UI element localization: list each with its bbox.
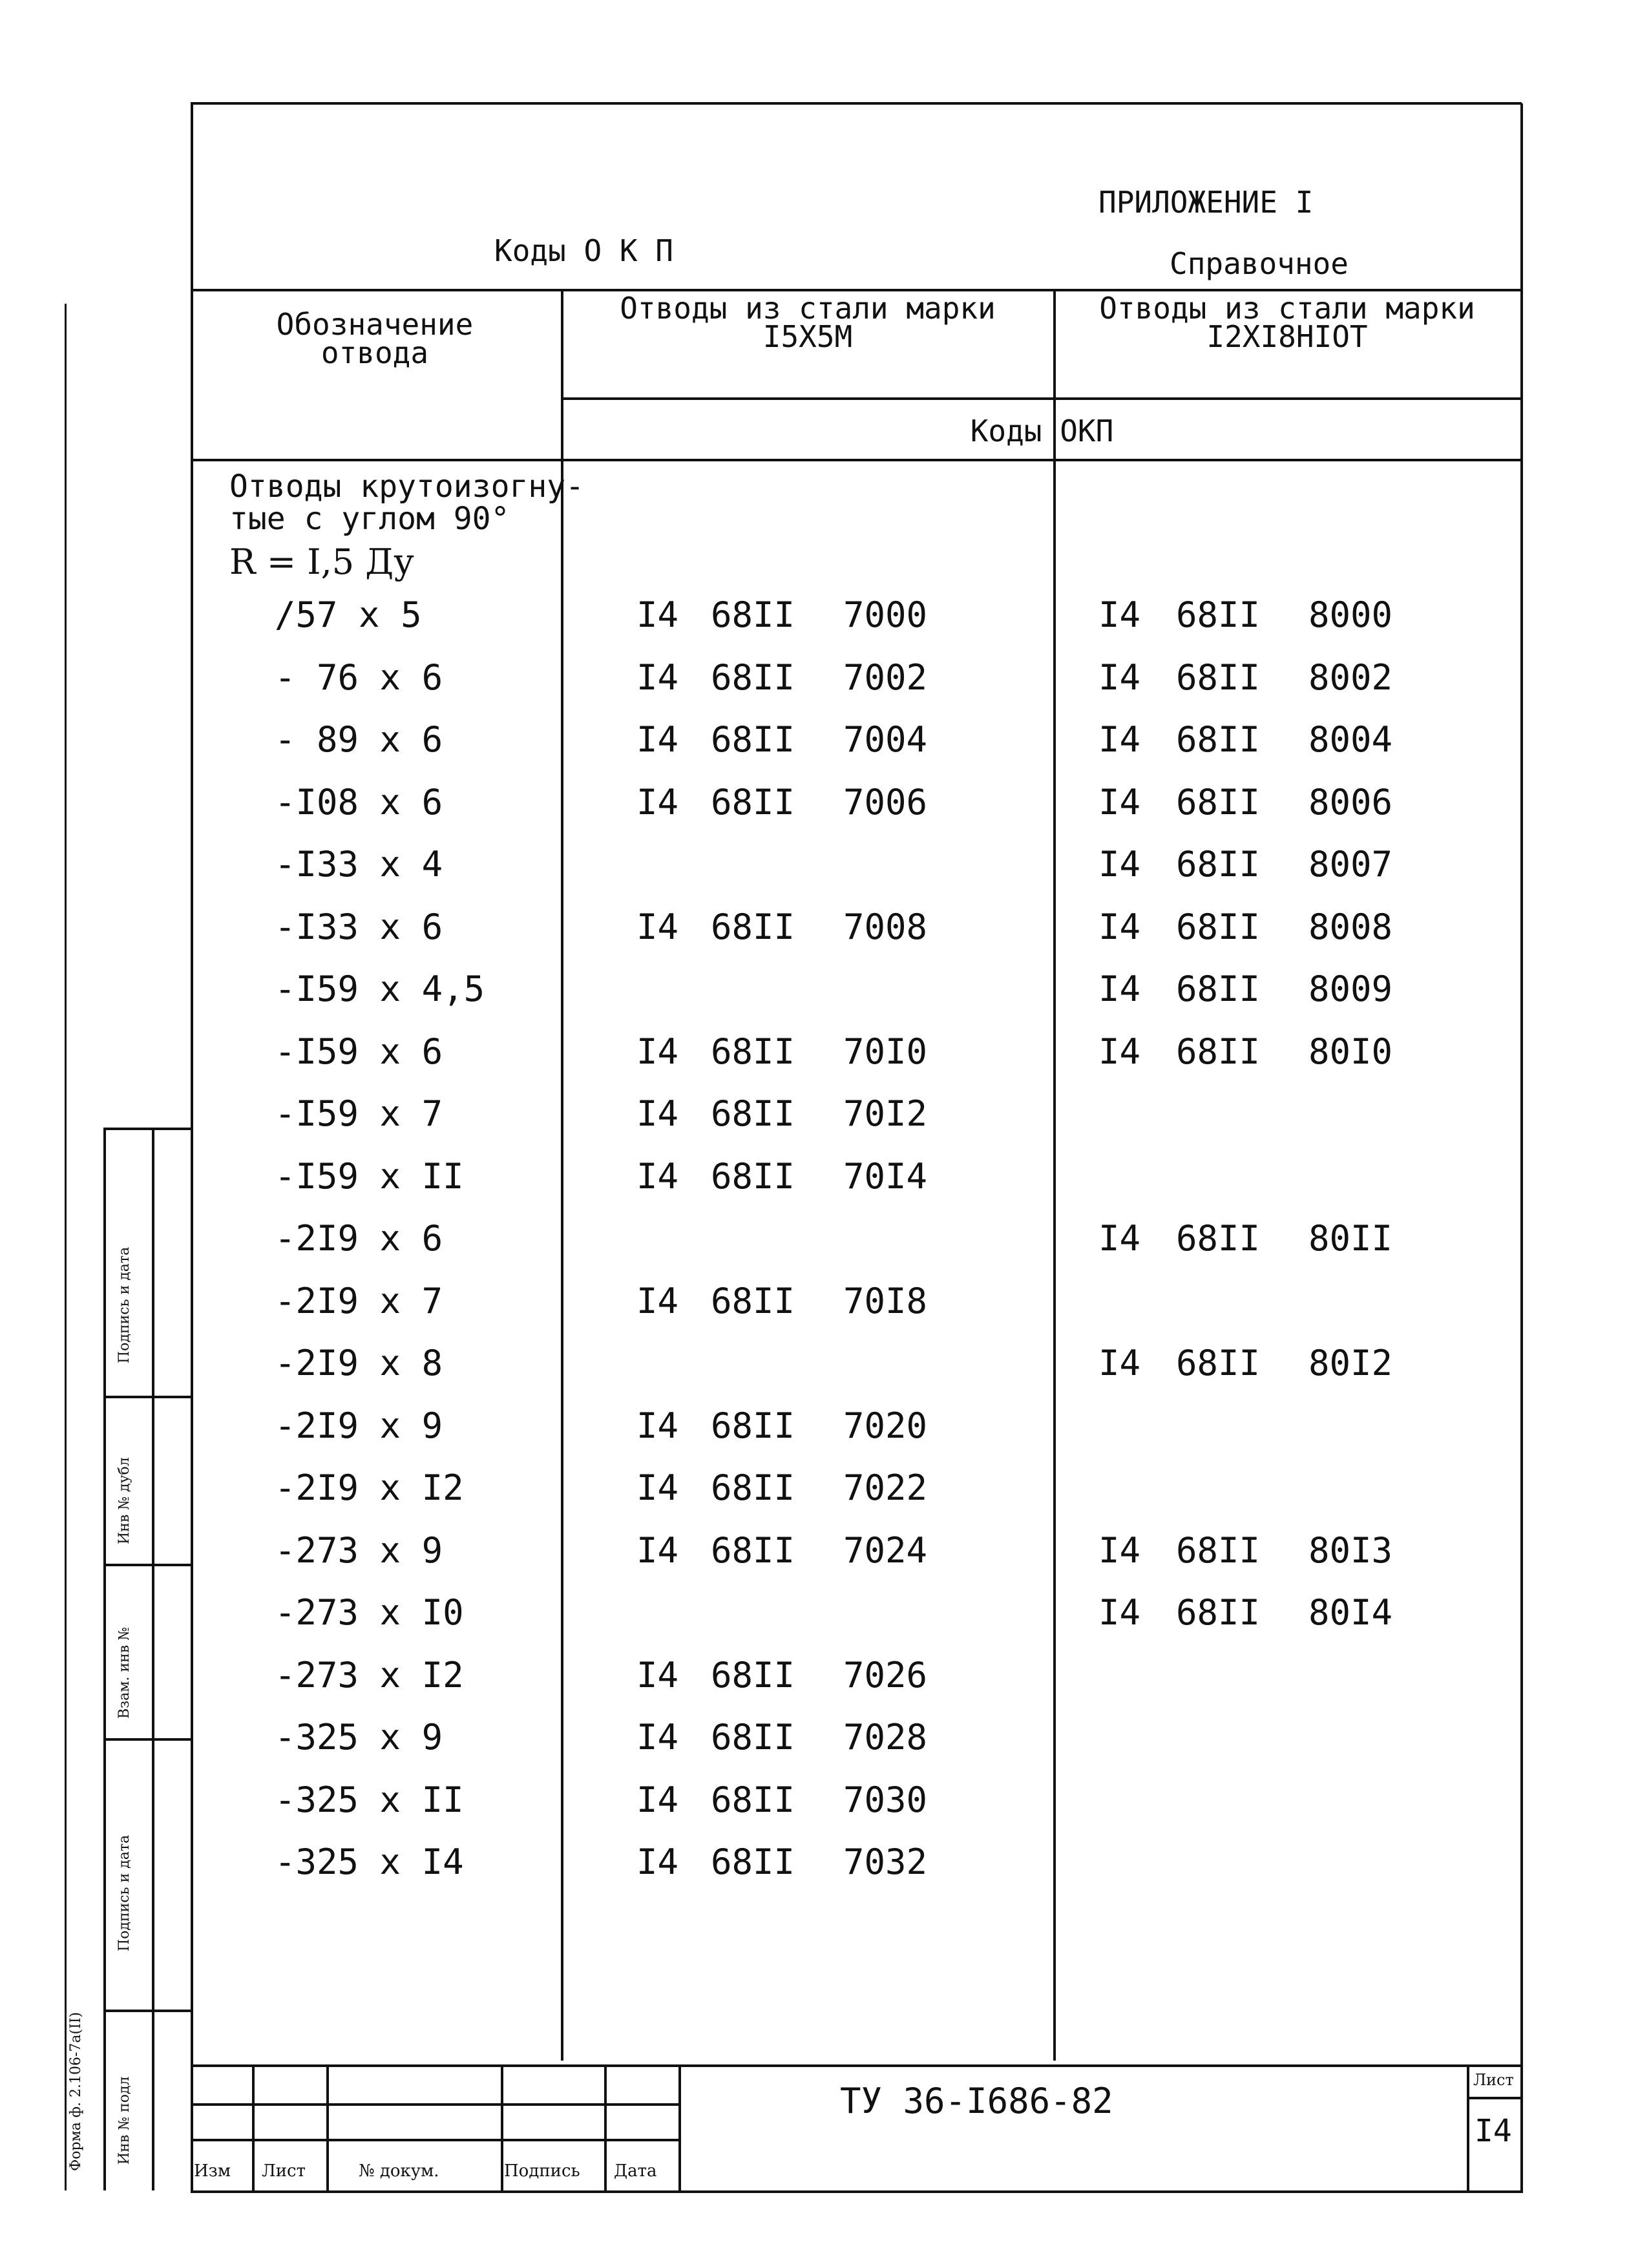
code-steel1-number: 7002 <box>843 657 928 698</box>
row-label: -I33 x 6 <box>275 907 443 947</box>
stamp-sign-date-1: Подпись и дата <box>116 1834 132 1951</box>
row-label: -273 x I2 <box>275 1655 464 1696</box>
code-steel2-group: 68II <box>1176 1343 1261 1383</box>
row-label: -I59 x 4,5 <box>275 969 485 1009</box>
header-bottom-line <box>191 459 1522 461</box>
row-label: -I08 x 6 <box>275 782 443 823</box>
tb-col-doc-no: № докум. <box>359 2161 439 2181</box>
code-steel1-number: 7004 <box>843 719 928 760</box>
code-steel1-class: I4 <box>636 1780 679 1820</box>
code-steel2-number: 80I2 <box>1308 1343 1393 1383</box>
code-steel1-group: 68II <box>711 1842 795 1882</box>
code-steel2-group: 68II <box>1176 594 1261 635</box>
code-steel2-class: I4 <box>1098 594 1141 635</box>
row-label: -2I9 x 8 <box>275 1343 443 1383</box>
stamp-top <box>103 1128 191 1130</box>
header-designation: Обозначение отвода <box>276 307 474 370</box>
code-steel1-class: I4 <box>636 594 679 635</box>
row-label: -325 x I4 <box>275 1842 464 1882</box>
tb-col-4 <box>604 2064 607 2190</box>
code-steel1-number: 7032 <box>843 1842 928 1882</box>
code-steel2-class: I4 <box>1098 719 1141 760</box>
row-label: -2I9 x I2 <box>275 1467 464 1508</box>
code-steel1-group: 68II <box>711 719 795 760</box>
code-steel2-class: I4 <box>1098 657 1141 698</box>
stamp-sign-date-2: Подпись и дата <box>116 1246 132 1363</box>
row-label: -2I9 x 9 <box>275 1405 443 1446</box>
code-steel2-number: 80I3 <box>1308 1530 1393 1571</box>
code-steel1-group: 68II <box>711 1405 795 1446</box>
header-steel-2: Отводы из стали марки I2XI8HIOT <box>1099 291 1475 354</box>
row-label: -I59 x 6 <box>275 1031 443 1072</box>
code-steel2-number: 8007 <box>1308 844 1393 885</box>
code-steel1-group: 68II <box>711 782 795 823</box>
group-radius: R = I,5 Ду <box>229 541 414 582</box>
code-steel1-number: 7008 <box>843 907 928 947</box>
code-steel1-group: 68II <box>711 1281 795 1321</box>
code-steel2-group: 68II <box>1176 844 1261 885</box>
group-title-line2: тые с углом 90° <box>229 501 510 537</box>
code-steel1-class: I4 <box>636 1530 679 1571</box>
code-steel1-group: 68II <box>711 1717 795 1758</box>
tb-col-1 <box>252 2064 255 2190</box>
tb-col-signature: Подпись <box>504 2161 580 2181</box>
code-steel1-group: 68II <box>711 1655 795 1696</box>
code-steel2-class: I4 <box>1098 1031 1141 1072</box>
code-steel2-class: I4 <box>1098 1218 1141 1259</box>
code-steel1-number: 7030 <box>843 1780 928 1820</box>
code-steel1-class: I4 <box>636 907 679 947</box>
code-steel1-class: I4 <box>636 719 679 760</box>
row-label: -2I9 x 6 <box>275 1218 443 1259</box>
stamp-outer-left <box>65 304 67 2190</box>
code-steel1-group: 68II <box>711 1780 795 1820</box>
code-steel1-number: 7006 <box>843 782 928 823</box>
page-heading: Коды О К П <box>494 233 673 268</box>
code-steel1-class: I4 <box>636 1093 679 1134</box>
row-label: - 76 x 6 <box>275 657 443 698</box>
code-steel2-number: 80II <box>1308 1218 1393 1259</box>
tb-sheet-line <box>1467 2097 1522 2099</box>
code-steel2-class: I4 <box>1098 782 1141 823</box>
code-steel1-class: I4 <box>636 1717 679 1758</box>
row-label: -2I9 x 7 <box>275 1281 443 1321</box>
code-steel1-number: 7024 <box>843 1530 928 1571</box>
code-steel2-class: I4 <box>1098 1530 1141 1571</box>
code-steel2-group: 68II <box>1176 1031 1261 1072</box>
code-steel2-number: 80I0 <box>1308 1031 1393 1072</box>
row-label: -325 x II <box>275 1780 464 1820</box>
frame-top <box>191 102 1522 105</box>
code-steel1-number: 7000 <box>843 594 928 635</box>
code-steel2-number: 8008 <box>1308 907 1393 947</box>
frame-bottom <box>191 2190 1523 2193</box>
row-label: /57 x 5 <box>275 594 422 635</box>
row-label: - 89 x 6 <box>275 719 443 760</box>
code-steel1-group: 68II <box>711 1031 795 1072</box>
code-steel2-class: I4 <box>1098 844 1141 885</box>
row-label: -I59 x 7 <box>275 1093 443 1134</box>
stamp-div-4 <box>103 2010 191 2012</box>
code-steel1-class: I4 <box>636 1281 679 1321</box>
code-steel1-class: I4 <box>636 657 679 698</box>
code-steel1-class: I4 <box>636 1405 679 1446</box>
code-steel1-group: 68II <box>711 657 795 698</box>
appendix-subtitle: Справочное <box>1170 246 1349 281</box>
code-steel2-group: 68II <box>1176 1218 1261 1259</box>
code-steel1-class: I4 <box>636 1655 679 1696</box>
code-steel1-group: 68II <box>711 1467 795 1508</box>
col-divider-2 <box>1053 290 1056 2061</box>
tb-col-sheet: Лист <box>262 2161 306 2181</box>
code-steel1-number: 7026 <box>843 1655 928 1696</box>
code-steel2-number: 8004 <box>1308 719 1393 760</box>
code-steel1-number: 7028 <box>843 1717 928 1758</box>
code-steel1-group: 68II <box>711 1093 795 1134</box>
code-steel2-group: 68II <box>1176 782 1261 823</box>
code-steel2-class: I4 <box>1098 907 1141 947</box>
code-steel1-class: I4 <box>636 1842 679 1882</box>
code-steel2-group: 68II <box>1176 907 1261 947</box>
stamp-div-2 <box>103 1564 191 1566</box>
row-label: -I33 x 4 <box>275 844 443 885</box>
stamp-form: Форма ф. 2.106-7а(II) <box>68 2011 84 2171</box>
code-steel1-number: 70I8 <box>843 1281 928 1321</box>
code-steel2-class: I4 <box>1098 1592 1141 1633</box>
stamp-inner-2 <box>152 1128 154 2190</box>
sheet-label: Лист <box>1473 2071 1514 2089</box>
code-steel1-class: I4 <box>636 1031 679 1072</box>
stamp-div-3 <box>103 1738 191 1741</box>
code-steel1-number: 70I2 <box>843 1093 928 1134</box>
code-steel2-number: 8000 <box>1308 594 1393 635</box>
tb-col-2 <box>326 2064 329 2190</box>
code-steel2-class: I4 <box>1098 969 1141 1009</box>
stamp-inv-orig: Инв № подл <box>116 2076 132 2165</box>
titleblock-top-line <box>191 2064 1522 2067</box>
sheet-number: I4 <box>1475 2113 1512 2149</box>
tb-col-change: Изм <box>194 2161 231 2181</box>
code-steel2-group: 68II <box>1176 719 1261 760</box>
doc-code: ТУ 36-I686-82 <box>840 2081 1113 2121</box>
tb-col-3 <box>501 2064 503 2190</box>
frame-left <box>191 103 193 2190</box>
code-steel1-class: I4 <box>636 782 679 823</box>
stamp-vzam-inv: Взам. инв № <box>116 1627 132 1719</box>
code-steel2-group: 68II <box>1176 1592 1261 1633</box>
row-label: -273 x 9 <box>275 1530 443 1571</box>
code-steel1-number: 7020 <box>843 1405 928 1446</box>
code-steel1-class: I4 <box>636 1156 679 1197</box>
code-steel1-number: 70I4 <box>843 1156 928 1197</box>
code-steel1-number: 70I0 <box>843 1031 928 1072</box>
stamp-div-1 <box>103 1396 191 1398</box>
tb-sheet-col <box>1467 2064 1469 2190</box>
appendix-title: ПРИЛОЖЕНИЕ I <box>1098 185 1314 220</box>
code-steel1-group: 68II <box>711 1156 795 1197</box>
group-title-line1: Отводы крутоизогну- <box>229 468 585 505</box>
code-steel1-number: 7022 <box>843 1467 928 1508</box>
stamp-inner <box>103 1128 106 2190</box>
header-steel-1: Отводы из стали марки I5X5M <box>620 291 996 354</box>
col-divider-1 <box>561 290 563 2061</box>
code-steel1-class: I4 <box>636 1467 679 1508</box>
code-steel1-group: 68II <box>711 594 795 635</box>
row-label: -I59 x II <box>275 1156 464 1197</box>
tb-col-date: Дата <box>614 2161 657 2181</box>
tb-col-5 <box>678 2064 681 2190</box>
header-mid-line <box>561 397 1522 400</box>
header-codes: Коды ОКП <box>970 414 1114 448</box>
code-steel2-number: 8006 <box>1308 782 1393 823</box>
code-steel2-group: 68II <box>1176 1530 1261 1571</box>
code-steel2-number: 80I4 <box>1308 1592 1393 1633</box>
code-steel1-group: 68II <box>711 907 795 947</box>
code-steel2-number: 8002 <box>1308 657 1393 698</box>
code-steel2-group: 68II <box>1176 969 1261 1009</box>
code-steel1-group: 68II <box>711 1530 795 1571</box>
row-label: -325 x 9 <box>275 1717 443 1758</box>
code-steel2-class: I4 <box>1098 1343 1141 1383</box>
code-steel2-number: 8009 <box>1308 969 1393 1009</box>
stamp-inv-dubl: Инв № дубл <box>116 1457 132 1544</box>
row-label: -273 x I0 <box>275 1592 464 1633</box>
code-steel2-group: 68II <box>1176 657 1261 698</box>
